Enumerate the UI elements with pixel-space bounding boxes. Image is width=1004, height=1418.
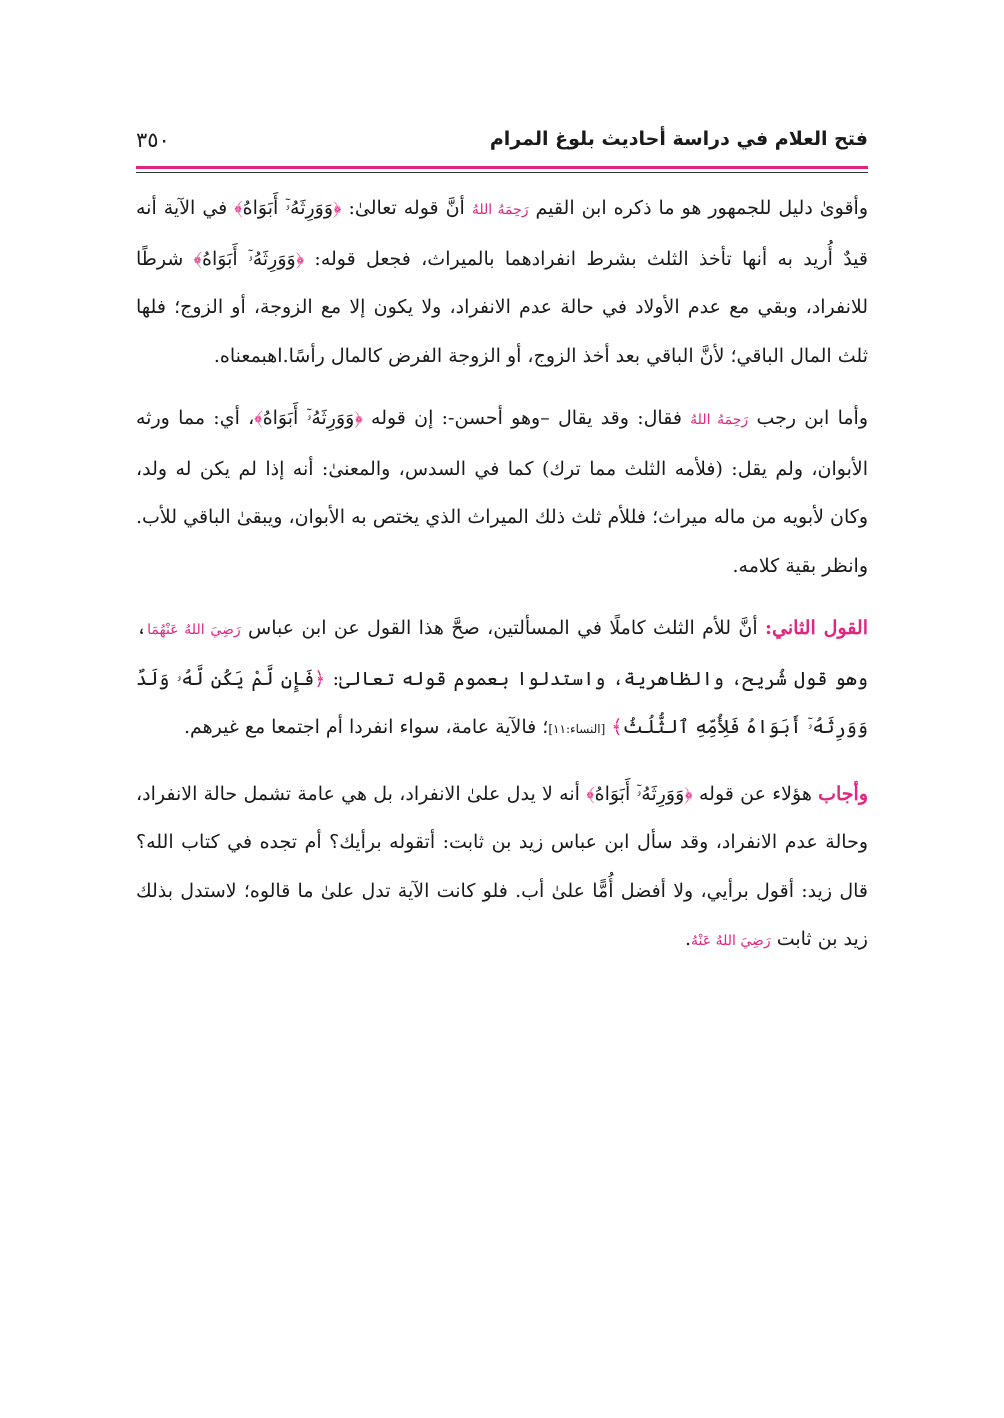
text: فقال: وقد يقال –وهو أحسن-: إن قوله xyxy=(362,407,691,429)
quran-bracket-close: ﴾ xyxy=(234,197,243,219)
paragraph-3 xyxy=(136,604,868,754)
text: أنه لا يدل علىٰ الانفراد، بل هي عامة تشمل حالة الانفراد، وحالة عدم الانفراد، وقد سأل ابن عباس زيد بن ثابت: أتقوله برأيك؟ أم تجده في كتاب الله؟ قال زيد: أقول برأيي، ولا أفضل أُمًّا علىٰ أب. فلو كانت الآية تدل علىٰ ما قالوه؛ لاستدل بذلك زيد بن ثابت xyxy=(136,782,868,950)
honorific: رَضِيَ اللهُ عَنْهُمَا xyxy=(147,622,241,638)
quran-verse: وَوَرِثَهُۥٓ أَبَوَاهُ xyxy=(594,782,685,805)
text: في الآية أنه قيدٌ أُريد به أنها تأخذ الثلث بشرط انفرادهما بالميراث، فجعل قوله: xyxy=(136,197,869,270)
quran-bracket-open: ﴿ xyxy=(684,782,693,805)
page-body xyxy=(136,184,868,980)
quran-bracket-open: ﴿ xyxy=(354,407,363,429)
quran-verse: فَإِن لَّمْ يَكُن لَّهُۥ وَلَدٌ وَوَرِثَهُۥٓ أَبَوَاهُ فَلِأُمِّهِ ٱلثُّلُثُ xyxy=(136,667,868,738)
text: أنَّ قوله تعالىٰ: xyxy=(341,197,472,219)
text: شرطًا للانفراد، وبقي مع عدم الأولاد في حالة عدم الانفراد، ولا يكون إلا مع الزوجة، أو الزوج؛ فلها ثلث المال الباقي؛ لأنَّ الباقي بعد أخذ الزوج، أو الزوجة الفرض كالمال رأسًا.اهبمعناه. xyxy=(136,247,868,367)
running-title: فتح العلام في دراسة أحاديث بلوغ المرام xyxy=(489,128,868,150)
honorific: رَحِمَهُ اللهُ xyxy=(471,202,529,218)
quran-verse: وَوَرِثَهُۥٓ أَبَوَاهُ xyxy=(262,407,355,429)
text: ، أي: مما ورثه الأبوان، ولم يقل: (فلأمه الثلث مما ترك) كما في السدس، والمعنىٰ: أنه إذا لم يكن له ولد، وكان لأبويه من ماله ميراث؛ فللأم ثلث ذلك الميراث الذي يختص به الأبوان، ويبقىٰ الباقي للأب. وانظر بقية كلامه. xyxy=(136,407,868,577)
page-header xyxy=(136,128,868,162)
honorific: رَحِمَهُ اللهُ xyxy=(690,412,749,428)
text: . xyxy=(685,928,692,950)
paragraph-1 xyxy=(136,184,868,380)
honorific: رَضِيَ اللهُ عَنْهُ xyxy=(691,933,771,949)
section-label: القول الثاني: xyxy=(765,617,868,639)
paragraph-2 xyxy=(136,394,868,590)
text: هؤلاء عن قوله xyxy=(692,782,819,805)
quran-bracket-close: ﴾ xyxy=(586,782,595,805)
section-label: وأجاب xyxy=(818,782,868,805)
text: وأما ابن رجب xyxy=(748,407,868,429)
text: وأقوىٰ دليل للجمهور هو ما ذكره ابن القيم xyxy=(528,197,869,219)
header-rule-thin xyxy=(136,172,868,173)
citation: [النساء:١١] xyxy=(548,722,606,736)
quran-bracket-open: ﴿ xyxy=(333,197,342,219)
text: أنَّ للأم الثلث كاملًا في المسألتين، صحَّ هذا القول عن ابن عباس xyxy=(240,617,766,639)
quran-bracket-open: ﴿ xyxy=(295,247,305,270)
header-rule-accent xyxy=(136,166,868,169)
quran-bracket-close: ﴾ xyxy=(193,247,203,270)
quran-bracket-close: ﴾ xyxy=(254,407,263,429)
quran-verse: وَوَرِثَهُۥٓ أَبَوَاهُ xyxy=(242,197,334,219)
quran-bracket-open: ﴿ xyxy=(314,667,326,690)
quran-bracket-close: ﴾ xyxy=(611,716,623,738)
text: ، وهو قول شُريح، والظاهرية، واستدلوا بعموم قوله تعالىٰ: xyxy=(136,617,868,690)
page-number: ٣٥٠ xyxy=(136,128,170,152)
text: ؛ فالآية عامة، سواء انفردا أم اجتمعا مع غيرهم. xyxy=(183,716,549,738)
paragraph-4 xyxy=(136,770,868,966)
quran-verse: وَوَرِثَهُۥٓ أَبَوَاهُ xyxy=(202,247,296,270)
